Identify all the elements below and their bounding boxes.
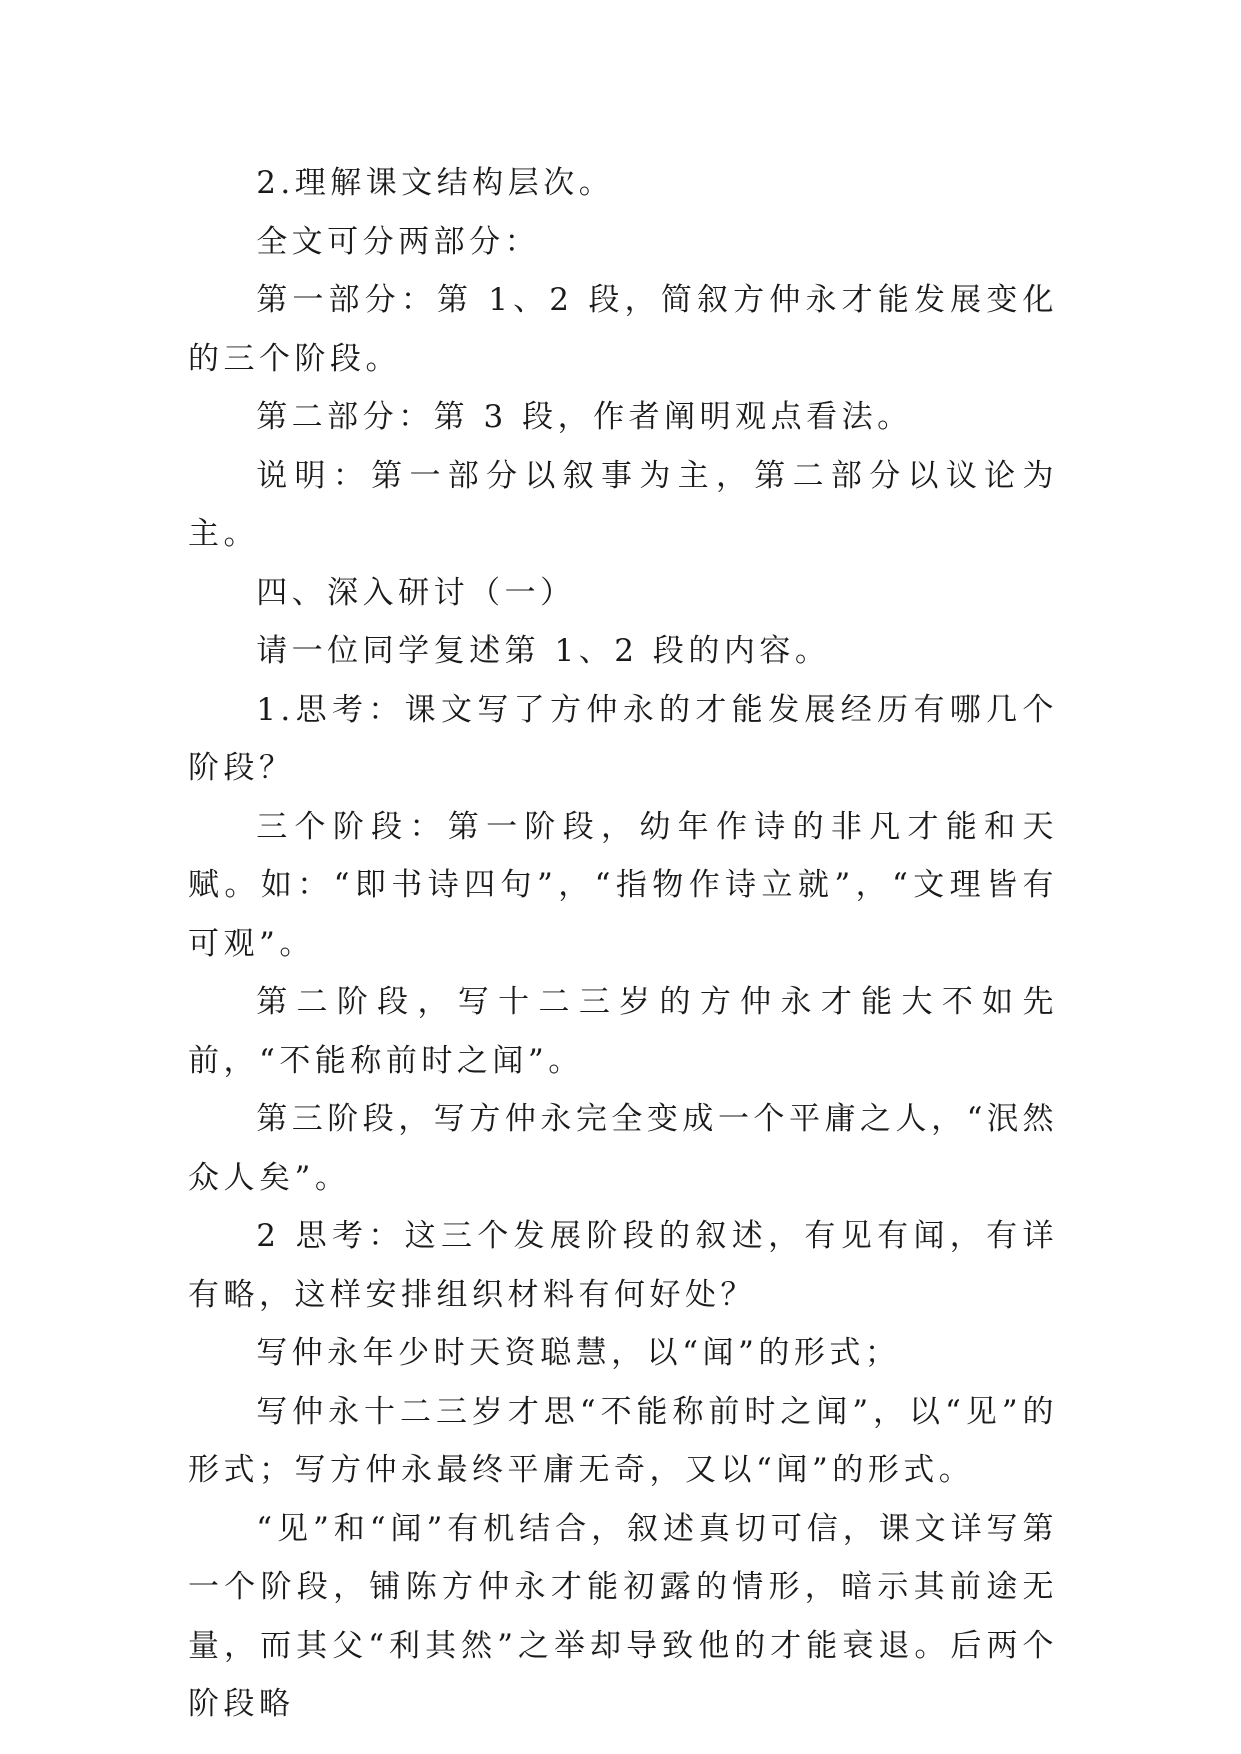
paragraph-answer-summary: “见”和“闻”有机结合，叙述真切可信，课文详写第一个阶段，铺陈方仲永才能初露的情形，暗示其前途无量，而其父“利其然”之举却导致他的才能衰退。后两个阶段略 xyxy=(188,1510,1058,1722)
question-two: 2 思考：这三个发展阶段的叙述，有见有闻，有详有略，这样安排组织材料有何好处？ xyxy=(188,1218,1058,1313)
paragraph-answer-heard: 写仲永年少时天资聪慧，以“闻”的形式； xyxy=(256,1335,901,1371)
paragraph-stage-three: 第三阶段，写方仲永完全变成一个平庸之人，“泯然众人矣”。 xyxy=(188,1101,1058,1196)
paragraph-part-two: 第二部分：第 3 段，作者阐明观点看法。 xyxy=(256,399,913,435)
paragraph-part-one: 第一部分：第 1、2 段，简叙方仲永才能发展变化的三个阶段。 xyxy=(188,282,1058,377)
question-one: 1.思考：课文写了方仲永的才能发展经历有哪几个阶段？ xyxy=(188,691,1058,786)
paragraph-division-intro: 全文可分两部分： xyxy=(256,223,541,260)
document-body xyxy=(188,154,1058,1734)
section-heading-structure: 2.理解课文结构层次。 xyxy=(256,165,615,201)
paragraph-stage-two: 第二阶段，写十二三岁的方仲永才能大不如先前，“不能称前时之闻”。 xyxy=(188,984,1058,1079)
paragraph-answer-seen: 写仲永十二三岁才思“不能称前时之闻”，以“见”的形式；写方仲永最终平庸无奇，又以“闻”的形式。 xyxy=(188,1393,1058,1488)
paragraph-retell-task: 请一位同学复述第 1、2 段的内容。 xyxy=(256,633,831,669)
paragraph-stage-one: 三个阶段：第一阶段，幼年作诗的非凡才能和天赋。如：“即书诗四句”，“指物作诗立就”，“文理皆有可观”。 xyxy=(188,808,1058,962)
section-heading-discussion: 四、深入研讨（一） xyxy=(256,574,576,611)
paragraph-explanation: 说明：第一部分以叙事为主，第二部分以议论为主。 xyxy=(188,457,1058,552)
